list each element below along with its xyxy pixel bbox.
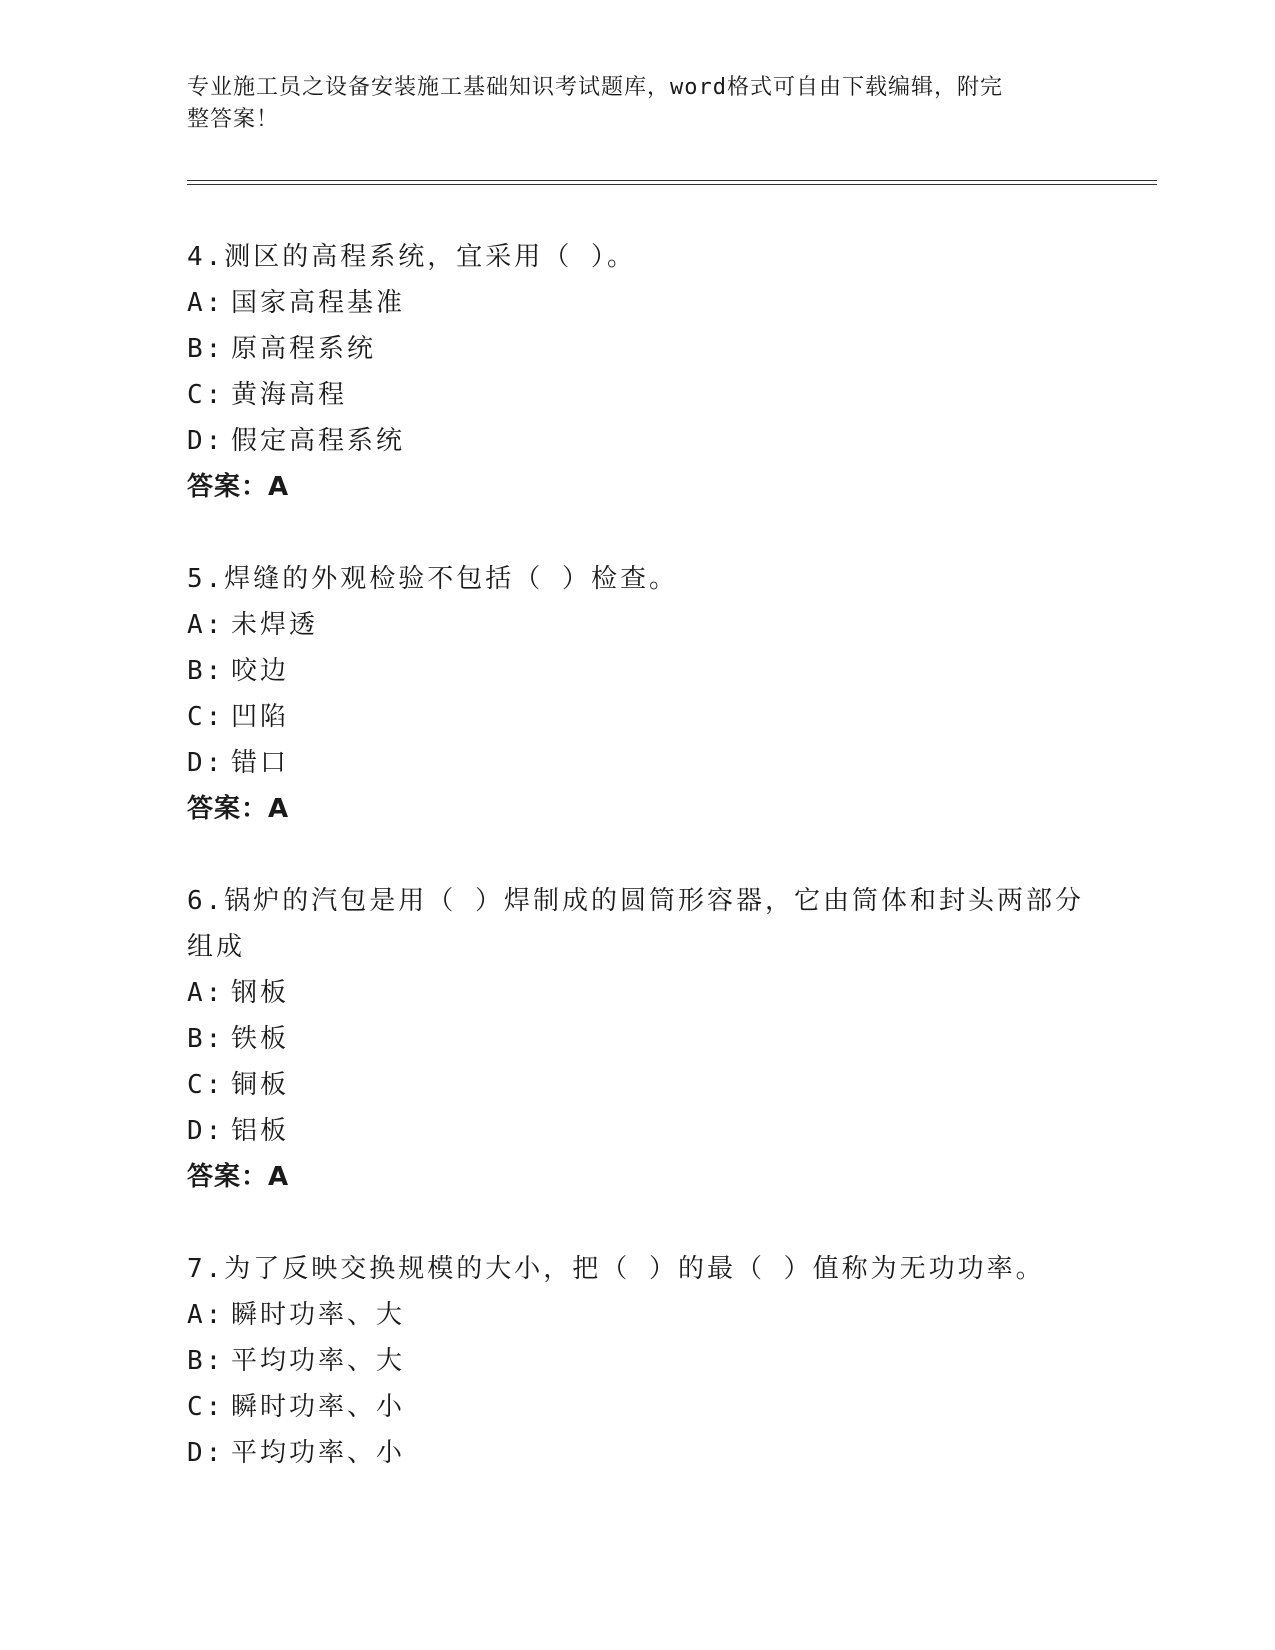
option-text: 钢板 (231, 978, 290, 1008)
option-letter: A: (187, 610, 225, 640)
option-text: 铝板 (231, 1116, 290, 1146)
answer-line: 答案：A (187, 794, 290, 824)
answer-line: 答案：A (187, 472, 290, 502)
option-letter: B: (187, 1024, 225, 1054)
option-letter: C: (187, 702, 225, 732)
option-letter: C: (187, 1070, 225, 1100)
question-stem: 6.锅炉的汽包是用（ ）焊制成的圆筒形容器，它由筒体和封头两部分组成 (187, 886, 1084, 962)
option-text: 咬边 (231, 656, 290, 686)
question-4 (187, 234, 1087, 510)
option-text: 铜板 (231, 1070, 290, 1100)
document-header (187, 72, 1087, 136)
option-letter: D: (187, 1438, 225, 1468)
answer-line: 答案：A (187, 1162, 290, 1192)
option-a (187, 970, 1087, 1016)
option-c (187, 694, 1087, 740)
option-letter: B: (187, 656, 225, 686)
option-text: 瞬时功率、大 (231, 1300, 406, 1330)
option-b (187, 1338, 1087, 1384)
option-b (187, 1016, 1087, 1062)
question-7 (187, 1246, 1087, 1476)
option-text: 黄海高程 (231, 380, 348, 410)
option-letter: A: (187, 978, 225, 1008)
header-divider-top (187, 180, 1157, 181)
option-a (187, 280, 1087, 326)
question-list (187, 234, 1087, 1522)
header-divider-bottom (187, 184, 1157, 185)
option-letter: D: (187, 1116, 225, 1146)
option-d (187, 1430, 1087, 1476)
option-letter: A: (187, 1300, 225, 1330)
header-line-1: 专业施工员之设备安装施工基础知识考试题库，word格式可自由下载编辑，附完 (187, 75, 1003, 100)
option-c (187, 372, 1087, 418)
option-text: 瞬时功率、小 (231, 1392, 406, 1422)
question-stem: 5.焊缝的外观检验不包括（ ）检查。 (187, 564, 678, 594)
option-text: 平均功率、小 (231, 1438, 406, 1468)
option-text: 平均功率、大 (231, 1346, 406, 1376)
option-c (187, 1384, 1087, 1430)
option-c (187, 1062, 1087, 1108)
option-d (187, 1108, 1087, 1154)
option-letter: B: (187, 1346, 225, 1376)
option-text: 国家高程基准 (231, 288, 406, 318)
question-5 (187, 556, 1087, 832)
option-d (187, 418, 1087, 464)
option-letter: C: (187, 1392, 225, 1422)
question-stem: 4.测区的高程系统，宜采用（ ）。 (187, 242, 636, 272)
option-letter: D: (187, 748, 225, 778)
header-line-2: 整答案！ (187, 107, 280, 132)
option-letter: D: (187, 426, 225, 456)
option-b (187, 648, 1087, 694)
option-text: 假定高程系统 (231, 426, 406, 456)
option-a (187, 602, 1087, 648)
option-a (187, 1292, 1087, 1338)
option-text: 原高程系统 (231, 334, 377, 364)
option-letter: B: (187, 334, 225, 364)
question-stem: 7.为了反映交换规模的大小，把（ ）的最（ ）值称为无功功率。 (187, 1254, 1045, 1284)
option-letter: C: (187, 380, 225, 410)
option-text: 铁板 (231, 1024, 290, 1054)
question-6 (187, 878, 1087, 1200)
option-text: 凹陷 (231, 702, 290, 732)
option-letter: A: (187, 288, 225, 318)
option-d (187, 740, 1087, 786)
option-text: 错口 (231, 748, 290, 778)
option-text: 未焊透 (231, 610, 319, 640)
option-b (187, 326, 1087, 372)
